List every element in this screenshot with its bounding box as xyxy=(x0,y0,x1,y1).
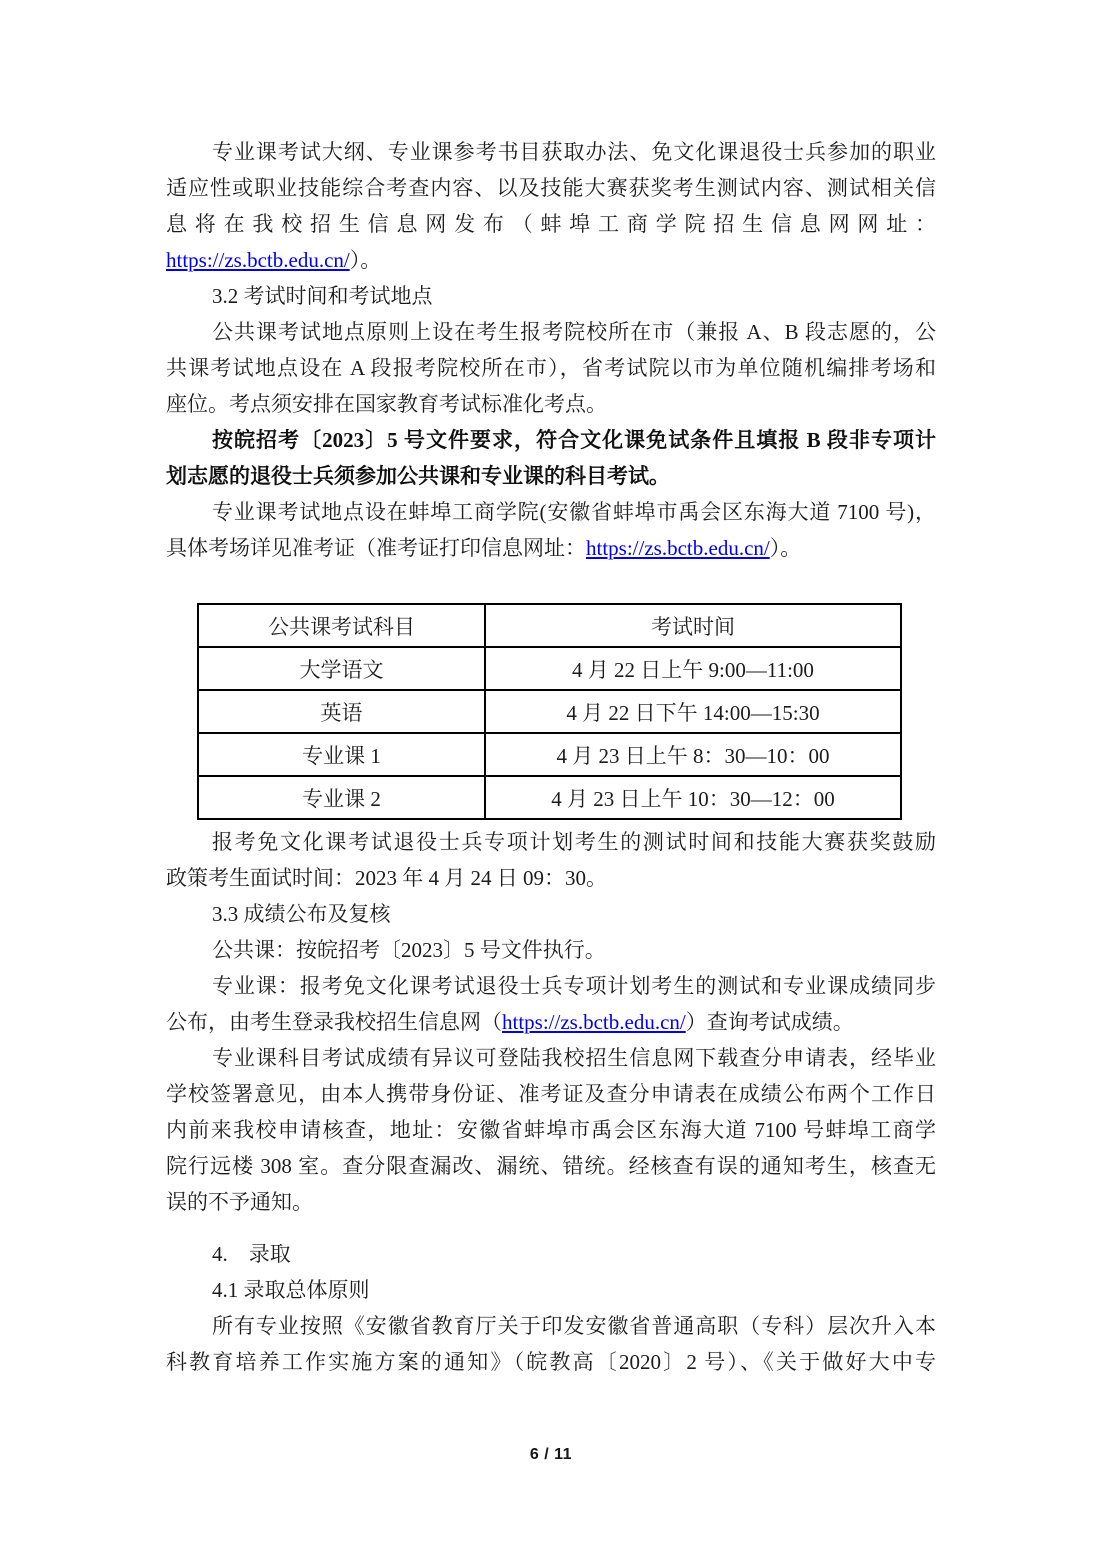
subject-cell: 专业课 2 xyxy=(198,776,485,819)
paragraph-line: 适应性或职业技能综合考查内容、以及技能大赛获奖考生测试内容、测试相关信 xyxy=(166,176,936,200)
table-header-row xyxy=(198,604,901,647)
admissions-site-link[interactable]: https://zs.bctb.edu.cn/ xyxy=(166,248,350,272)
table-row xyxy=(198,776,901,819)
paragraph-text: ）查询考试成绩。 xyxy=(685,1010,854,1034)
table-row xyxy=(198,647,901,690)
paragraph-line: 内前来我校申请核查，地址：安徽省蚌埠市禹会区东海大道 7100 号蚌埠工商学 xyxy=(166,1118,936,1142)
time-cell: 4 月 23 日上午 10：30—12：00 xyxy=(485,776,901,819)
score-query-link[interactable]: https://zs.bctb.edu.cn/ xyxy=(502,1010,686,1034)
paragraph-text: ）。 xyxy=(349,248,382,272)
section-heading-3-2: 3.2 考试时间和考试地点 xyxy=(212,284,433,308)
exam-schedule-table xyxy=(197,603,902,820)
paragraph-line: 共课考试地点设在 A 段报考院校所在市），省考试院以市为单位随机编排考场和 xyxy=(166,356,936,380)
paragraph-line: 公共课考试地点原则上设在考生报考院校所在市（兼报 A、B 段志愿的，公 xyxy=(212,320,936,344)
section-heading-3-3: 3.3 成绩公布及复核 xyxy=(212,902,391,926)
table-row xyxy=(198,690,901,733)
time-cell: 4 月 22 日下午 14:00—15:30 xyxy=(485,690,901,733)
time-cell: 4 月 22 日上午 9:00—11:00 xyxy=(485,647,901,690)
subject-cell: 专业课 1 xyxy=(198,733,485,776)
paragraph-line: 专业课考试地点设在蚌埠工商学院(安徽省蚌埠市禹会区东海大道 7100 号)， xyxy=(212,500,936,524)
paragraph-line: 科教育培养工作实施方案的通知》（皖教高〔2020〕2 号）、《关于做好大中专 xyxy=(166,1350,936,1374)
document-body xyxy=(166,134,936,1380)
table-header-time: 考试时间 xyxy=(485,604,901,647)
bold-notice-line: 按皖招考〔2023〕5 号文件要求，符合文化课免试条件且填报 B 段非专项计 xyxy=(212,428,936,452)
table-row xyxy=(198,733,901,776)
paragraph-text: 具体考场详见准考证（准考证打印信息网址： xyxy=(166,536,586,560)
page-number: 6 / 11 xyxy=(529,1446,573,1463)
paragraph-line: 误的不予通知。 xyxy=(166,1190,313,1214)
paragraph-line xyxy=(166,242,936,278)
ticket-print-link[interactable]: https://zs.bctb.edu.cn/ xyxy=(586,536,770,560)
subject-cell: 大学语文 xyxy=(198,647,485,690)
paragraph-line xyxy=(166,530,936,566)
paragraph-line: 报考免文化课考试退役士兵专项计划考生的测试时间和技能大赛获奖鼓励 xyxy=(212,830,936,854)
bold-notice-line: 划志愿的退役士兵须参加公共课和专业课的科目考试。 xyxy=(166,464,670,488)
paragraph-text: 公布，由考生登录我校招生信息网（ xyxy=(166,1010,502,1034)
paragraph-line: 院行远楼 308 室。查分限查漏改、漏统、错统。经核查有误的通知考生，核查无 xyxy=(166,1154,936,1178)
paragraph-line: 座位。考点须安排在国家教育考试标准化考点。 xyxy=(166,392,607,416)
paragraph-line: 所有专业按照《安徽省教育厅关于印发安徽省普通高职（专科）层次升入本 xyxy=(212,1314,936,1338)
paragraph-line xyxy=(166,1004,936,1040)
time-cell: 4 月 23 日上午 8：30—10：00 xyxy=(485,733,901,776)
paragraph-line: 专业课考试大纲、专业课参考书目获取办法、免文化课退役士兵参加的职业 xyxy=(212,140,936,164)
table-header-subject: 公共课考试科目 xyxy=(198,604,485,647)
paragraph-line: 专业课：报考免文化课考试退役士兵专项计划考生的测试和专业课成绩同步 xyxy=(212,974,936,998)
section-heading-4: 4. 录取 xyxy=(212,1242,291,1266)
paragraph-line: 学校签署意见，由本人携带身份证、准考证及查分申请表在成绩公布两个工作日 xyxy=(166,1082,936,1106)
paragraph-line: 公共课：按皖招考〔2023〕5 号文件执行。 xyxy=(212,938,606,962)
paragraph-line: 政策考生面试时间：2023 年 4 月 24 日 09：30。 xyxy=(166,866,607,890)
paragraph-line: 专业课科目考试成绩有异议可登陆我校招生信息网下载查分申请表，经毕业 xyxy=(212,1046,936,1070)
paragraph-line: 息将在我校招生信息网发布（蚌埠工商学院招生信息网网址： xyxy=(166,212,936,236)
section-heading-4-1: 4.1 录取总体原则 xyxy=(212,1278,370,1302)
subject-cell: 英语 xyxy=(198,690,485,733)
paragraph-text: ）。 xyxy=(769,536,802,560)
